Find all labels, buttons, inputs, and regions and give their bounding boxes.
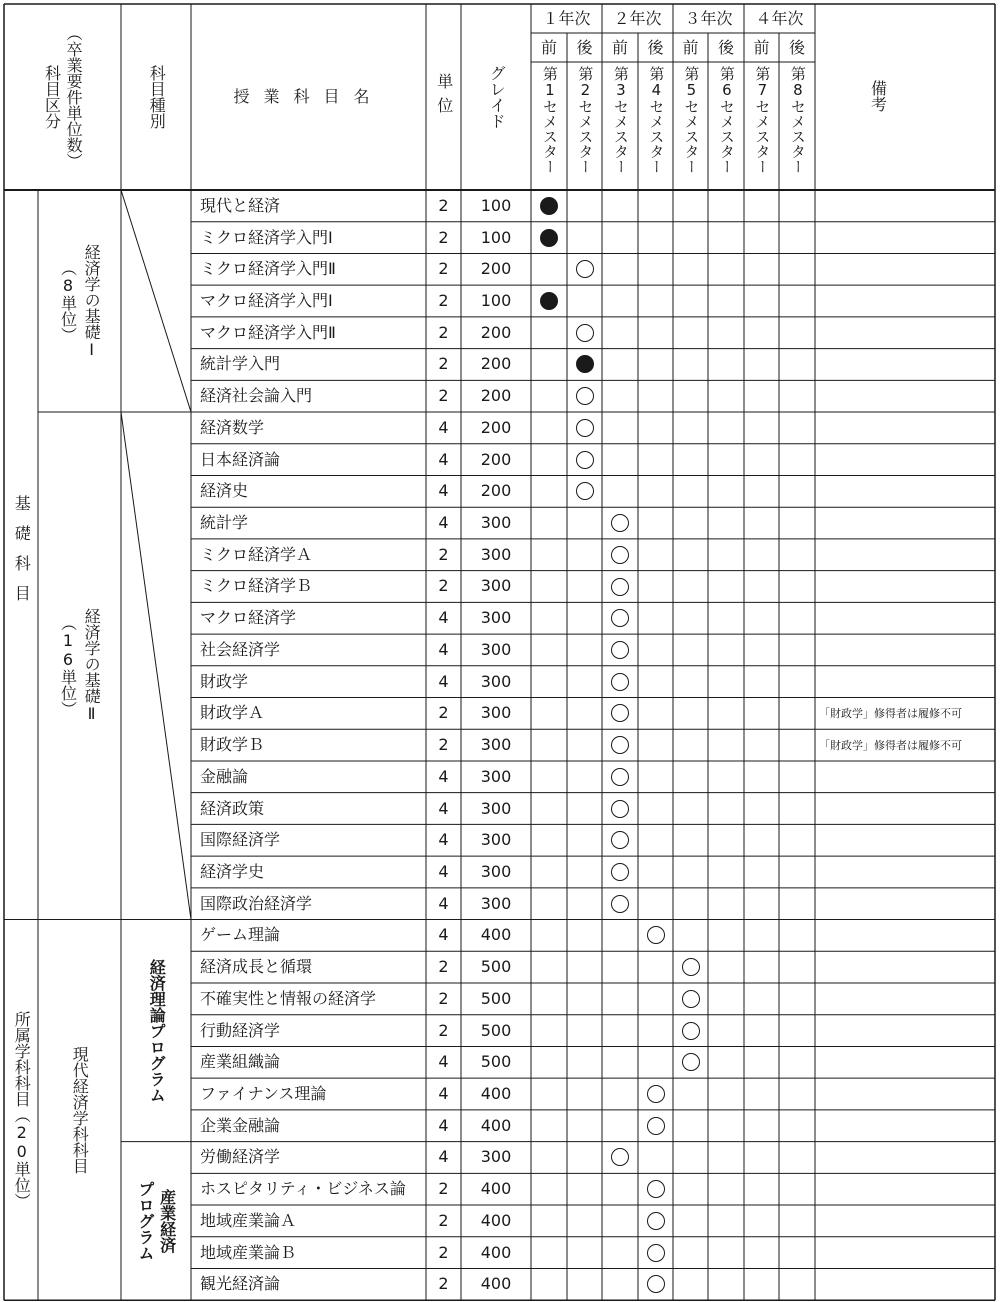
course-name: 労働経済学 bbox=[200, 1147, 281, 1167]
course-name: 日本経済論 bbox=[200, 449, 281, 469]
course-grade: 300 bbox=[480, 830, 512, 850]
elective-mark bbox=[611, 514, 629, 532]
course-name: 社会経済学 bbox=[200, 639, 281, 659]
course-grade: 300 bbox=[480, 544, 512, 564]
subgroup-cell bbox=[38, 190, 121, 412]
course-credits: 2 bbox=[438, 957, 449, 977]
course-name: 経済学史 bbox=[200, 861, 265, 881]
program-label-line1: 産業経済 bbox=[157, 1188, 177, 1253]
course-name: 経済社会論入門 bbox=[200, 386, 313, 406]
course-grade: 400 bbox=[480, 1210, 512, 1230]
elective-mark bbox=[611, 641, 629, 659]
header-semester: 第6セメスター bbox=[717, 66, 736, 174]
elective-mark bbox=[576, 419, 594, 437]
required-mark bbox=[576, 355, 594, 373]
course-grade: 500 bbox=[480, 1020, 512, 1040]
header-half: 前 bbox=[682, 37, 699, 57]
course-grade: 300 bbox=[480, 639, 512, 659]
elective-mark bbox=[647, 1117, 665, 1135]
elective-mark bbox=[611, 736, 629, 754]
subgroup-cell bbox=[38, 412, 121, 920]
header-category bbox=[4, 4, 121, 190]
course-name: 財政学 bbox=[200, 671, 249, 691]
elective-mark bbox=[611, 704, 629, 722]
course-name: 企業金融論 bbox=[200, 1115, 281, 1135]
course-credits: 2 bbox=[438, 1242, 449, 1262]
course-name: 観光経済論 bbox=[200, 1274, 281, 1294]
course-name: 産業組織論 bbox=[200, 1052, 281, 1072]
course-grade: 200 bbox=[480, 481, 512, 501]
course-name: ミクロ経済学Ｂ bbox=[200, 576, 313, 596]
course-grade: 100 bbox=[480, 291, 512, 311]
course-credits: 2 bbox=[438, 227, 449, 247]
course-name: ホスピタリティ・ビジネス論 bbox=[200, 1179, 406, 1199]
course-grade: 500 bbox=[480, 1052, 512, 1072]
group-label: 基礎科目 bbox=[12, 494, 32, 615]
course-credits: 2 bbox=[438, 195, 449, 215]
course-name: ゲーム理論 bbox=[200, 925, 281, 945]
course-name: 経済成長と循環 bbox=[200, 957, 313, 977]
required-mark bbox=[540, 197, 558, 215]
header-semester: 第2セメスター bbox=[576, 66, 595, 174]
program-label-line2: プログラム bbox=[136, 1180, 155, 1261]
course-grade: 400 bbox=[480, 1242, 512, 1262]
course-credits: 4 bbox=[438, 639, 449, 659]
course-grade: 100 bbox=[480, 195, 512, 215]
course-credits: 4 bbox=[438, 925, 449, 945]
course-grade: 500 bbox=[480, 988, 512, 1008]
elective-mark bbox=[611, 609, 629, 627]
course-grade: 400 bbox=[480, 1115, 512, 1135]
course-credits: 4 bbox=[438, 893, 449, 913]
course-name: マクロ経済学入門Ⅰ bbox=[200, 291, 333, 311]
course-credits: 4 bbox=[438, 1084, 449, 1104]
course-name: 不確実性と情報の経済学 bbox=[200, 988, 377, 1008]
course-name: ミクロ経済学入門Ⅰ bbox=[200, 227, 333, 247]
subgroup-credits: （8単位） bbox=[58, 259, 78, 343]
course-name: 統計学 bbox=[200, 513, 249, 533]
elective-mark bbox=[611, 831, 629, 849]
course-credits: 4 bbox=[438, 766, 449, 786]
elective-mark bbox=[576, 387, 594, 405]
course-name: 財政学Ｂ bbox=[200, 735, 265, 755]
course-credits: 2 bbox=[438, 259, 449, 279]
header-half: 後 bbox=[788, 37, 805, 57]
course-name: ミクロ経済学入門Ⅱ bbox=[200, 259, 336, 279]
header-remarks: 備考 bbox=[871, 79, 944, 114]
course-name: マクロ経済学 bbox=[200, 608, 297, 628]
header-semester: 第5セメスター bbox=[682, 66, 701, 174]
header-semester: 第3セメスター bbox=[611, 66, 630, 174]
course-name: 経済史 bbox=[200, 481, 249, 501]
header-semester: 第8セメスター bbox=[788, 66, 807, 174]
course-credits: 2 bbox=[438, 354, 449, 374]
course-credits: 2 bbox=[438, 1210, 449, 1230]
elective-mark bbox=[576, 324, 594, 342]
elective-mark bbox=[647, 1275, 665, 1293]
category-sub-label: （卒業要件単位数） bbox=[64, 25, 84, 169]
course-name: マクロ経済学入門Ⅱ bbox=[200, 322, 336, 342]
header-half: 前 bbox=[753, 37, 770, 57]
course-credits: 4 bbox=[438, 861, 449, 881]
course-grade: 200 bbox=[480, 449, 512, 469]
course-grade: 200 bbox=[480, 386, 512, 406]
course-grade: 200 bbox=[480, 354, 512, 374]
course-credits: 2 bbox=[438, 703, 449, 723]
course-credits: 4 bbox=[438, 671, 449, 691]
header-type: 科目種別 bbox=[147, 65, 167, 129]
header-grade: グレイド bbox=[487, 65, 507, 129]
elective-mark bbox=[611, 1148, 629, 1166]
course-credits: 4 bbox=[438, 608, 449, 628]
required-mark bbox=[540, 229, 558, 247]
course-name: 地域産業論Ａ bbox=[200, 1210, 297, 1230]
elective-mark bbox=[647, 1212, 665, 1230]
elective-mark bbox=[611, 673, 629, 691]
course-name: 地域産業論Ｂ bbox=[200, 1242, 297, 1262]
course-name: 国際政治経済学 bbox=[200, 893, 313, 913]
elective-mark bbox=[647, 1244, 665, 1262]
header-year: ２年次 bbox=[613, 8, 662, 28]
course-credits: 2 bbox=[438, 322, 449, 342]
elective-mark bbox=[611, 800, 629, 818]
course-grade: 300 bbox=[480, 703, 512, 723]
course-name: ミクロ経済学Ａ bbox=[200, 544, 313, 564]
elective-mark bbox=[576, 451, 594, 469]
course-credits: 4 bbox=[438, 1147, 449, 1167]
elective-mark bbox=[611, 863, 629, 881]
course-grade: 300 bbox=[480, 608, 512, 628]
header-half: 後 bbox=[647, 37, 664, 57]
elective-mark bbox=[611, 578, 629, 596]
course-name: 国際経済学 bbox=[200, 830, 281, 850]
course-grade: 400 bbox=[480, 1179, 512, 1199]
course-credits: 4 bbox=[438, 1052, 449, 1072]
course-credits: 2 bbox=[438, 735, 449, 755]
subgroup-label: 現代経済学科科目 bbox=[70, 1045, 90, 1174]
course-grade: 400 bbox=[480, 1274, 512, 1294]
course-credits: 2 bbox=[438, 988, 449, 1008]
course-credits: 4 bbox=[438, 830, 449, 850]
course-grade: 300 bbox=[480, 893, 512, 913]
course-credits: 2 bbox=[438, 291, 449, 311]
course-credits: 2 bbox=[438, 576, 449, 596]
header-half: 後 bbox=[576, 37, 593, 57]
header-credits: 単位 bbox=[434, 73, 454, 121]
elective-mark bbox=[682, 958, 700, 976]
header-semester: 第1セメスター bbox=[540, 66, 559, 174]
category-label: 科目区分 bbox=[42, 65, 62, 129]
header-semester: 第4セメスター bbox=[647, 66, 666, 174]
course-credits: 4 bbox=[438, 417, 449, 437]
course-grade: 300 bbox=[480, 735, 512, 755]
course-grade: 200 bbox=[480, 322, 512, 342]
header-year: ４年次 bbox=[755, 8, 804, 28]
course-name: 行動経済学 bbox=[200, 1020, 281, 1040]
elective-mark bbox=[611, 546, 629, 564]
course-credits: 2 bbox=[438, 386, 449, 406]
course-grade: 200 bbox=[480, 417, 512, 437]
elective-mark bbox=[576, 260, 594, 278]
header-half: 前 bbox=[611, 37, 628, 57]
required-mark bbox=[540, 292, 558, 310]
elective-mark bbox=[682, 1053, 700, 1071]
course-credits: 2 bbox=[438, 1020, 449, 1040]
program-cell bbox=[121, 1142, 191, 1301]
course-name: 現代と経済 bbox=[200, 195, 281, 215]
elective-mark bbox=[611, 768, 629, 786]
elective-mark bbox=[647, 926, 665, 944]
subgroup-label: 経済学の基礎Ⅰ bbox=[82, 243, 102, 359]
course-grade: 300 bbox=[480, 671, 512, 691]
header-semester: 第7セメスター bbox=[753, 66, 772, 174]
elective-mark bbox=[647, 1180, 665, 1198]
course-grade: 300 bbox=[480, 1147, 512, 1167]
header-half: 前 bbox=[540, 37, 557, 57]
program-label: 経済理論プログラム bbox=[147, 958, 167, 1103]
course-grade: 300 bbox=[480, 861, 512, 881]
course-credits: 2 bbox=[438, 1179, 449, 1199]
course-credits: 4 bbox=[438, 1115, 449, 1135]
elective-mark bbox=[647, 1085, 665, 1103]
course-credits: 4 bbox=[438, 481, 449, 501]
course-credits: 2 bbox=[438, 544, 449, 564]
course-grade: 300 bbox=[480, 513, 512, 533]
course-name: 統計学入門 bbox=[200, 354, 281, 374]
course-grade: 300 bbox=[480, 766, 512, 786]
course-name: 財政学Ａ bbox=[200, 703, 265, 723]
header-half: 後 bbox=[717, 37, 734, 57]
course-credits: 4 bbox=[438, 513, 449, 533]
course-grade: 500 bbox=[480, 957, 512, 977]
course-name: 経済数学 bbox=[200, 417, 265, 437]
course-grade: 300 bbox=[480, 576, 512, 596]
subgroup-label: 経済学の基礎Ⅱ bbox=[82, 608, 102, 724]
course-credits: 2 bbox=[438, 1274, 449, 1294]
elective-mark bbox=[682, 1022, 700, 1040]
elective-mark bbox=[611, 895, 629, 913]
subgroup-credits: （16単位） bbox=[58, 614, 78, 717]
course-grade: 400 bbox=[480, 925, 512, 945]
header-year: １年次 bbox=[542, 8, 591, 28]
course-credits: 4 bbox=[438, 449, 449, 469]
course-note: 「財政学」修得者は履修不可 bbox=[819, 739, 962, 753]
elective-mark bbox=[682, 990, 700, 1008]
course-grade: 200 bbox=[480, 259, 512, 279]
course-grade: 400 bbox=[480, 1084, 512, 1104]
subgroup-cell bbox=[38, 920, 121, 1301]
course-name: 経済政策 bbox=[200, 798, 265, 818]
header-course-name: 授業科目名 bbox=[233, 87, 384, 106]
course-grade: 100 bbox=[480, 227, 512, 247]
course-credits: 4 bbox=[438, 798, 449, 818]
elective-mark bbox=[576, 482, 594, 500]
group-label: 所属学科科目（20単位） bbox=[12, 1010, 32, 1209]
course-name: ファイナンス理論 bbox=[200, 1084, 327, 1104]
course-note: 「財政学」修得者は履修不可 bbox=[819, 707, 962, 721]
header-year: ３年次 bbox=[684, 8, 733, 28]
course-grade: 300 bbox=[480, 798, 512, 818]
course-name: 金融論 bbox=[200, 766, 249, 786]
